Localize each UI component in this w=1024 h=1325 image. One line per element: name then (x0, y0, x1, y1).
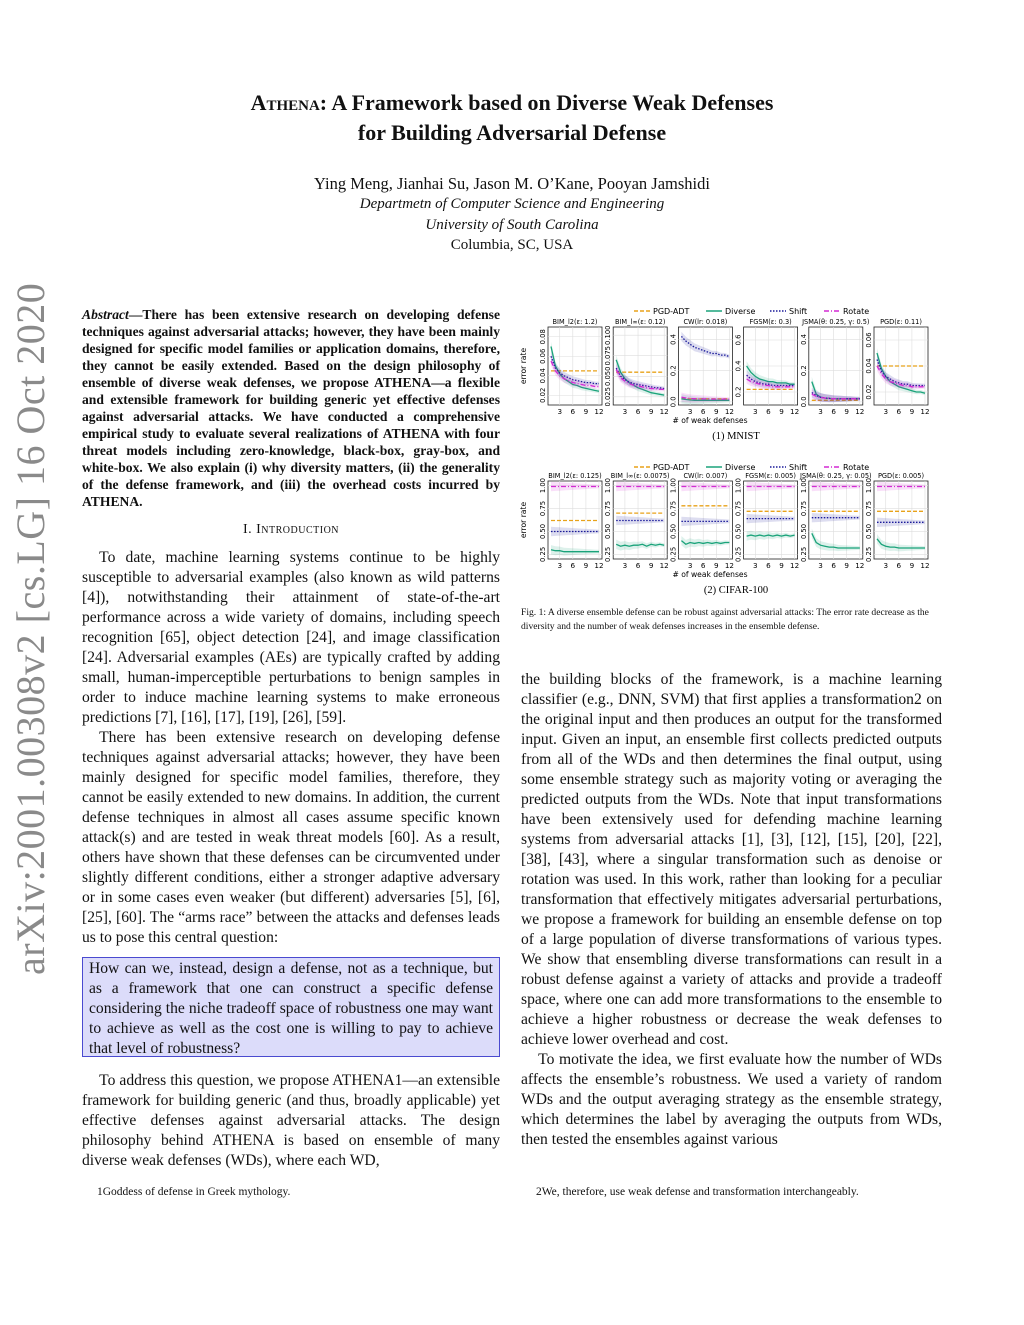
panel-title: CW(lr: 0.007) (683, 472, 728, 480)
x-tick-label: 3 (622, 561, 628, 570)
title-line-1-rest: : A Framework based on Diverse Weak Defenses (319, 90, 774, 115)
panel-4 (735, 318, 800, 416)
x-tick-label: 3 (818, 561, 823, 570)
intro-paragraph-3: To address this question, we propose ATHENA1—an extensible framework for building generic (and thus, broadly applicable) yet effective defenses against adversarial attacks. The design philosophy behind ATHENA is based on ensemble of many diverse weak defenses (WDs), where each WD, (82, 1072, 500, 1169)
x-tick-label: 9 (909, 407, 915, 416)
x-tick-label: 9 (583, 407, 589, 416)
x-tick-label: 9 (583, 561, 589, 570)
affiliation-univ: University of South Carolina (425, 217, 599, 233)
figure-1 (518, 300, 944, 640)
x-tick-label: 9 (779, 407, 784, 416)
x-tick-label: 6 (831, 561, 836, 570)
left-column-continued (82, 1071, 500, 1171)
x-tick-label: 12 (724, 561, 734, 570)
y-tick-label: 0.75 (539, 500, 547, 517)
y-tick-label: 0.2 (669, 365, 678, 377)
x-tick-label: 6 (700, 561, 706, 570)
y-tick-label: 0.02 (539, 387, 547, 403)
x-tick-label: 3 (753, 561, 758, 570)
x-tick-label: 6 (635, 561, 641, 570)
y-tick-label: 0.100 (604, 325, 613, 345)
paper-title (150, 88, 874, 148)
panel-5 (800, 318, 870, 416)
x-tick-label: 12 (724, 407, 734, 416)
x-tick-label: 9 (844, 407, 849, 416)
section-heading (82, 522, 500, 538)
intro-paragraph-1: To date, machine learning systems continue to be highly susceptible to adversarial examples (also known as wild patterns [4]), notwithstanding their attainment of state-of-the-art performance across a wide variety of domains, including speech recognition [65], object detection [24], and image classification [24]. Adversarial examples (AEs) are typically crafted by adding small, human-imperceptible perturbations to benign samples in order to induce machine learning systems to make erroneous predictions [7], [16], [17], [19], [26], [59]. (82, 549, 500, 726)
x-tick-label: 12 (659, 561, 669, 570)
legend-cifar (634, 463, 869, 472)
legend-label-shift: Shift (789, 463, 808, 472)
legend-label-pgd-adt: PGD-ADT (653, 463, 690, 472)
y-tick-label: 1.00 (604, 478, 613, 494)
y-tick-label: 0.25 (669, 546, 678, 562)
x-tick-label: 6 (570, 407, 576, 416)
panel-1 (539, 318, 604, 416)
x-tick-label: 3 (883, 407, 889, 416)
x-tick-label: 3 (557, 561, 563, 570)
title-line-2: for Building Adversarial Defense (357, 120, 667, 145)
y-tick-label: 0.2 (799, 365, 808, 377)
y-tick-label: 1.00 (799, 478, 808, 494)
panel-5 (799, 472, 872, 570)
section-title: Introduction (256, 522, 340, 537)
abstract-text: —There has been extensive research on developing defense techniques against adversarial attacks; however, they have been mainly designed for specific model families or application domains, therefore, they cannot be easily extended. Based on the design philosophy of ensemble of diverse weak defenses, we propose ATHENA—a flexible and extensible framework for building generic yet effective defenses against adversarial attacks. We have conducted a comprehensive empirical study to evaluate several realizations of ATHENA with four threat models including zero-knowledge, black-box, gray-box, and white-box. We also explain (i) why diversity matters, (ii) the generality of the defense framework, and (iii) the overhead costs incurred by ATHENA. (82, 307, 500, 509)
y-axis-label: error rate (519, 347, 528, 385)
affiliation-location: Columbia, SC, USA (450, 237, 574, 253)
legend-label-rotate: Rotate (843, 463, 870, 472)
x-tick-label: 9 (844, 561, 849, 570)
series-line-diverse (747, 535, 795, 536)
title-name: Athena (250, 90, 320, 115)
y-tick-label: 0.04 (865, 358, 873, 374)
x-tick-label: 6 (831, 407, 836, 416)
legend-label-rotate: Rotate (843, 307, 870, 316)
x-tick-label: 3 (818, 407, 823, 416)
panel-title: FGSM(ε: 0.3) (749, 318, 792, 326)
x-tick-label: 3 (883, 561, 889, 570)
y-axis-label: error rate (519, 501, 528, 539)
panel-title: FGSM(ε: 0.005) (745, 472, 796, 480)
x-tick-label: 3 (687, 561, 693, 570)
y-tick-label: 0.75 (865, 500, 873, 517)
legend-label-diverse: Diverse (725, 307, 756, 316)
y-tick-label: 0.4 (669, 334, 678, 345)
x-tick-label: 3 (687, 407, 693, 416)
panel-title: CW(lr: 0.018) (683, 318, 728, 326)
panel-title: PGD(ε: 0.005) (877, 472, 925, 480)
panel-title: BIM_l∞(ε: 0.0075) (610, 472, 670, 480)
x-tick-label: 9 (909, 561, 915, 570)
y-tick-label: 0.04 (539, 368, 547, 384)
y-tick-label: 0.4 (734, 360, 743, 372)
y-tick-label: 0.25 (799, 546, 808, 562)
y-tick-label: 1.00 (539, 478, 547, 494)
authors: Ying Meng, Jianhai Su, Jason M. O’Kane, Pooyan Jamshidi (314, 174, 710, 193)
y-tick-label: 0.2 (734, 386, 743, 398)
x-tick-label: 12 (920, 561, 930, 570)
x-tick-label: 6 (896, 561, 902, 570)
panel-3 (669, 472, 734, 570)
x-tick-label: 9 (648, 407, 654, 416)
x-tick-label: 12 (920, 407, 930, 416)
y-tick-label: 0.025 (604, 387, 613, 407)
right-paragraph-2: To motivate the idea, we first evaluate how the number of WDs affects the ensemble’s robustness. We used a variety of random WDs and the output averaging strategy as the ensemble strategy, which determines the label by averaging the outputs from WDs, then tested the ensembles against various (521, 1051, 942, 1148)
y-tick-label: 0.50 (734, 523, 743, 540)
y-tick-label: 1.00 (669, 478, 678, 494)
abstract-label: Abstract (82, 307, 129, 322)
y-tick-label: 0.0 (799, 396, 808, 408)
x-tick-label: 9 (779, 561, 784, 570)
x-tick-label: 12 (594, 561, 604, 570)
x-axis-label: # of weak defenses (672, 416, 748, 425)
panel-title: JSMA(θ: 0.25, γ: 0.05) (799, 472, 872, 480)
footnote-1: 1Goddess of defense in Greek mythology. (97, 1186, 291, 1198)
x-tick-label: 6 (570, 561, 576, 570)
x-tick-label: 6 (766, 407, 771, 416)
x-tick-label: 6 (896, 407, 902, 416)
panel-title: BIM_l∞(ε: 0.12) (614, 318, 666, 326)
right-paragraph-1: the building blocks of the framework, is a machine learning classifier (e.g., DNN, SVM) that first applies a transformation2 on the original input and then produces an output for the transformed input. Given an input, an ensemble first collects predicted outputs from all of the WDs and then determines the final output, using some ensemble strategy such as majority voting or averaging the predicted outputs from the WDs. Note that input transformations have been extensively used for defending machine learning systems from adversarial attacks [1], [3], [12], [15], [20], [22], [38], [43], where a singular transformation such as denoise or rotation was used. In this work, rather than looking for a peculiar transformation that effectively mitigates adversarial perturbations, we propose a framework for building an ensemble defense on top of a large population of diverse transformations of various types. We show that ensembling diverse transformations can result in a robust defense against a variety of attacks and provide a tradeoff space, where one can add more transformations to the ensemble to achieve a higher robustness or decrease the weak defenses to achieve lower overhead and cost. (521, 671, 942, 1048)
y-tick-label: 0.75 (604, 500, 613, 517)
y-tick-label: 0.25 (539, 546, 547, 562)
legend-mnist (634, 307, 869, 316)
panel-title: JSMA(θ: 0.25, γ: 0.5) (802, 318, 870, 326)
affiliation-dept: Departmetn of Computer Science and Engineering (359, 196, 665, 212)
panel-3 (669, 318, 734, 416)
footnote-2: 2We, therefore, use weak defense and transformation interchangeably. (536, 1186, 859, 1198)
panel-6 (865, 318, 930, 416)
y-tick-label: 1.00 (734, 478, 743, 494)
y-tick-label: 0.50 (539, 523, 547, 540)
panel-2 (604, 472, 669, 570)
panel-2 (604, 318, 669, 416)
y-tick-label: 0.75 (734, 500, 743, 517)
x-tick-label: 6 (700, 407, 706, 416)
legend-label-pgd-adt: PGD-ADT (653, 307, 690, 316)
y-tick-label: 0.0 (669, 396, 678, 408)
left-column (82, 548, 500, 948)
y-tick-label: 0.50 (604, 523, 613, 540)
x-axis-label: # of weak defenses (672, 570, 748, 579)
panel-1 (539, 472, 604, 570)
x-tick-label: 12 (594, 407, 604, 416)
legend-label-shift: Shift (789, 307, 808, 316)
y-tick-label: 0.06 (539, 348, 547, 364)
panel-title: BIM_l2(ε: 0.125) (548, 472, 602, 480)
y-tick-label: 0.4 (799, 334, 808, 345)
y-tick-label: 0.6 (734, 334, 743, 346)
cifar-panels (519, 472, 930, 579)
y-tick-label: 0.050 (604, 366, 613, 386)
abstract (82, 306, 500, 510)
x-tick-label: 3 (753, 407, 758, 416)
y-tick-label: 0.75 (799, 500, 808, 517)
x-tick-label: 3 (622, 407, 628, 416)
x-tick-label: 9 (714, 561, 719, 570)
panel-title: BIM_l2(ε: 1.2) (552, 318, 598, 326)
y-tick-label: 0.75 (669, 500, 678, 517)
x-tick-label: 9 (648, 561, 654, 570)
x-tick-label: 12 (855, 407, 865, 416)
subfigure-label-mnist: (1) MNIST (712, 431, 760, 442)
x-tick-label: 3 (557, 407, 563, 416)
x-tick-label: 12 (855, 561, 865, 570)
y-tick-label: 0.25 (734, 546, 743, 562)
intro-paragraph-2: There has been extensive research on developing defense techniques against adversarial attacks; however, they have been mainly designed for specific model families, therefore, they cannot be easily extended to new domains. In addition, the current defense techniques in almost all cases assume specific known attack(s) and are tested in weak threat models [60]. As a result, others have shown that these defenses can be circumvented under slightly different conditions, either a stronger adaptive adversary or in some cases even weaker (but different) adversaries [5], [6], [25], [60]. The “arms race” between the attacks and defenses leads us to pose this central question: (82, 729, 500, 946)
x-tick-label: 6 (635, 407, 641, 416)
legend-label-diverse: Diverse (725, 463, 756, 472)
figure-caption: Fig. 1: A diverse ensemble defense can be robust against adversarial attacks: The error rate decrease as the diversity and the number of weak defenses increases in the ensemble defense. (521, 607, 929, 632)
y-tick-label: 0.50 (669, 523, 678, 540)
subfigure-label-cifar: (2) CIFAR-100 (703, 585, 769, 596)
x-tick-label: 12 (790, 561, 800, 570)
x-tick-label: 9 (714, 407, 719, 416)
central-question-box: How can we, instead, design a defense, not as a technique, but as a framework that one can construct a specific defense considering the niche tradeoff space of robustness one may want to achieve as well as the cost one is willing to pay to achieve that level of robustness? (82, 957, 500, 1057)
section-number: I. (242, 522, 253, 537)
panel-4 (735, 472, 800, 570)
x-tick-label: 12 (659, 407, 669, 416)
y-tick-label: 0.50 (799, 523, 808, 540)
panel-title: PGD(ε: 0.11) (880, 318, 922, 326)
x-tick-label: 6 (766, 561, 771, 570)
y-tick-label: 1.00 (865, 478, 873, 494)
y-tick-label: 0.075 (604, 346, 613, 366)
y-tick-label: 0.25 (865, 546, 873, 562)
y-tick-label: 0.50 (865, 523, 873, 540)
arxiv-side-stamp: arXiv:2001.00308v2 [cs.LG] 16 Oct 2020 (8, 282, 53, 975)
panel-6 (865, 472, 930, 570)
y-tick-label: 0.06 (865, 332, 873, 348)
title-line-1 (150, 88, 874, 118)
x-tick-label: 12 (790, 407, 800, 416)
y-tick-label: 0.08 (539, 329, 547, 345)
y-tick-label: 0.02 (865, 384, 873, 400)
mnist-panels (519, 318, 930, 425)
right-column (521, 670, 942, 1150)
y-tick-label: 0.25 (604, 546, 613, 562)
